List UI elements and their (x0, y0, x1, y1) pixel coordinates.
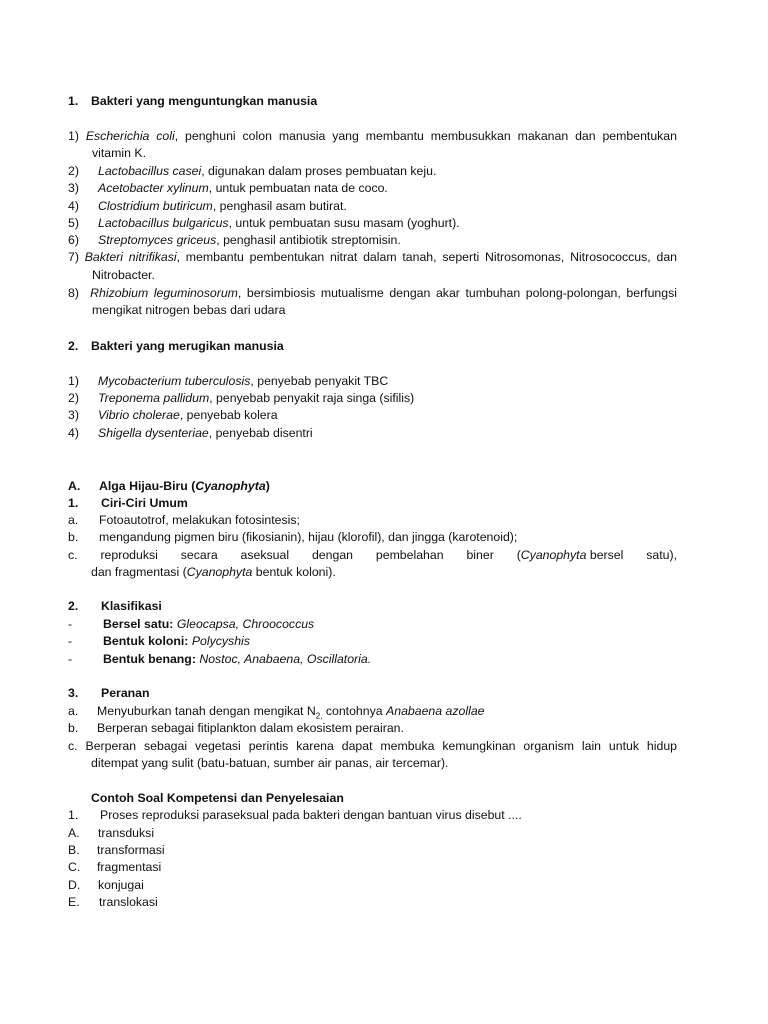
list-item: c. Berperan sebagai vegetasi perintis karena dapat membuka kemungkinan organism lain untuk hidup (68, 739, 678, 753)
option: B. transformasi (68, 843, 165, 857)
peranan-heading: 3. Peranan (68, 686, 150, 700)
list-item: - Bersel satu: Gleocapsa, Chroococcus (68, 617, 315, 631)
list-item: a. Menyuburkan tanah dengan mengikat $N_{2,}$ contohnya Anabaena azollae (68, 704, 485, 721)
list-item: a. Fotoautotrof, melakukan fotosintesis; (68, 513, 300, 527)
list-item: 3) Acetobacter xylinum, untuk pembuatan nata de coco. (68, 181, 388, 195)
list-item: b. Berperan sebagai fitiplankton dalam ekosistem perairan. (68, 721, 404, 735)
klasifikasi-heading: 2. Klasifikasi (68, 599, 162, 613)
list-item-cont: dan fragmentasi (Cyanophyta bentuk koloni). (91, 565, 336, 579)
option: A. transduksi (68, 826, 155, 840)
list-item: 1) Escherichia coli, penghuni colon manusia yang membantu membusukkan makanan dan pembentukan (68, 129, 677, 143)
list-item-cont: ditempat yang sulit (batu-batuan, sumber air panas, air tercemar). (91, 756, 449, 770)
list-item-cont: mengikat nitrogen bebas dari udara (92, 303, 286, 317)
list-item: 2) Treponema pallidum, penyebab penyakit raja singa (sifilis) (68, 391, 415, 405)
list-item-cont: Nitrobacter. (92, 268, 155, 282)
list-item: 4) Clostridium butiricum, penghasil asam butirat. (68, 199, 347, 213)
ciri-heading: 1. Ciri-Ciri Umum (68, 496, 188, 510)
option: E. translokasi (68, 895, 158, 909)
list-item: 3) Vibrio cholerae, penyebab kolera (68, 408, 278, 422)
list-item: 7) Bakteri nitrifikasi, membantu pembentukan nitrat dalam tanah, seperti Nitrosomonas, Nitrosococcus, dan (68, 250, 677, 264)
section-a-heading: A. Alga Hijau-Biru (Cyanophyta) (68, 479, 270, 493)
list-item: 8) Rhizobium leguminosorum, bersimbiosis mutualisme dengan akar tumbuhan polong-polongan, berfungsi (68, 286, 677, 300)
list-item: 6) Streptomyces griceus, penghasil antibiotik streptomisin. (68, 233, 401, 247)
list-item: - Bentuk koloni: Polycyshis (68, 634, 250, 648)
list-item-cont: vitamin K. (92, 146, 146, 160)
soal-heading: Contoh Soal Kompetensi dan Penyelesaian (91, 791, 344, 805)
list-item: b. mengandung pigmen biru (fikosianin), hijau (klorofil), dan jingga (karotenoid); (68, 530, 518, 544)
question: 1. Proses reproduksi paraseksual pada bakteri dengan bantuan virus disebut .... (68, 808, 522, 822)
list-item: c. reproduksi secara aseksual dengan pembelahan biner (Cyanophyta bersel satu), (68, 548, 677, 562)
list-item: - Bentuk benang: Nostoc, Anabaena, Oscillatoria. (68, 652, 372, 666)
option: D. konjugai (68, 878, 144, 892)
section-2-heading: 2. Bakteri yang merugikan manusia (68, 339, 284, 353)
list-item: 1) Mycobacterium tuberculosis, penyebab penyakit TBC (68, 374, 389, 388)
list-item: 4) Shigella dysenteriae, penyebab disentri (68, 426, 313, 440)
option: C. fragmentasi (68, 860, 162, 874)
section-1-heading: 1. Bakteri yang menguntungkan manusia (68, 94, 318, 108)
list-item: 5) Lactobacillus bulgaricus, untuk pembuatan susu masam (yoghurt). (68, 216, 460, 230)
list-item: 2) Lactobacillus casei, digunakan dalam proses pembuatan keju. (68, 164, 437, 178)
